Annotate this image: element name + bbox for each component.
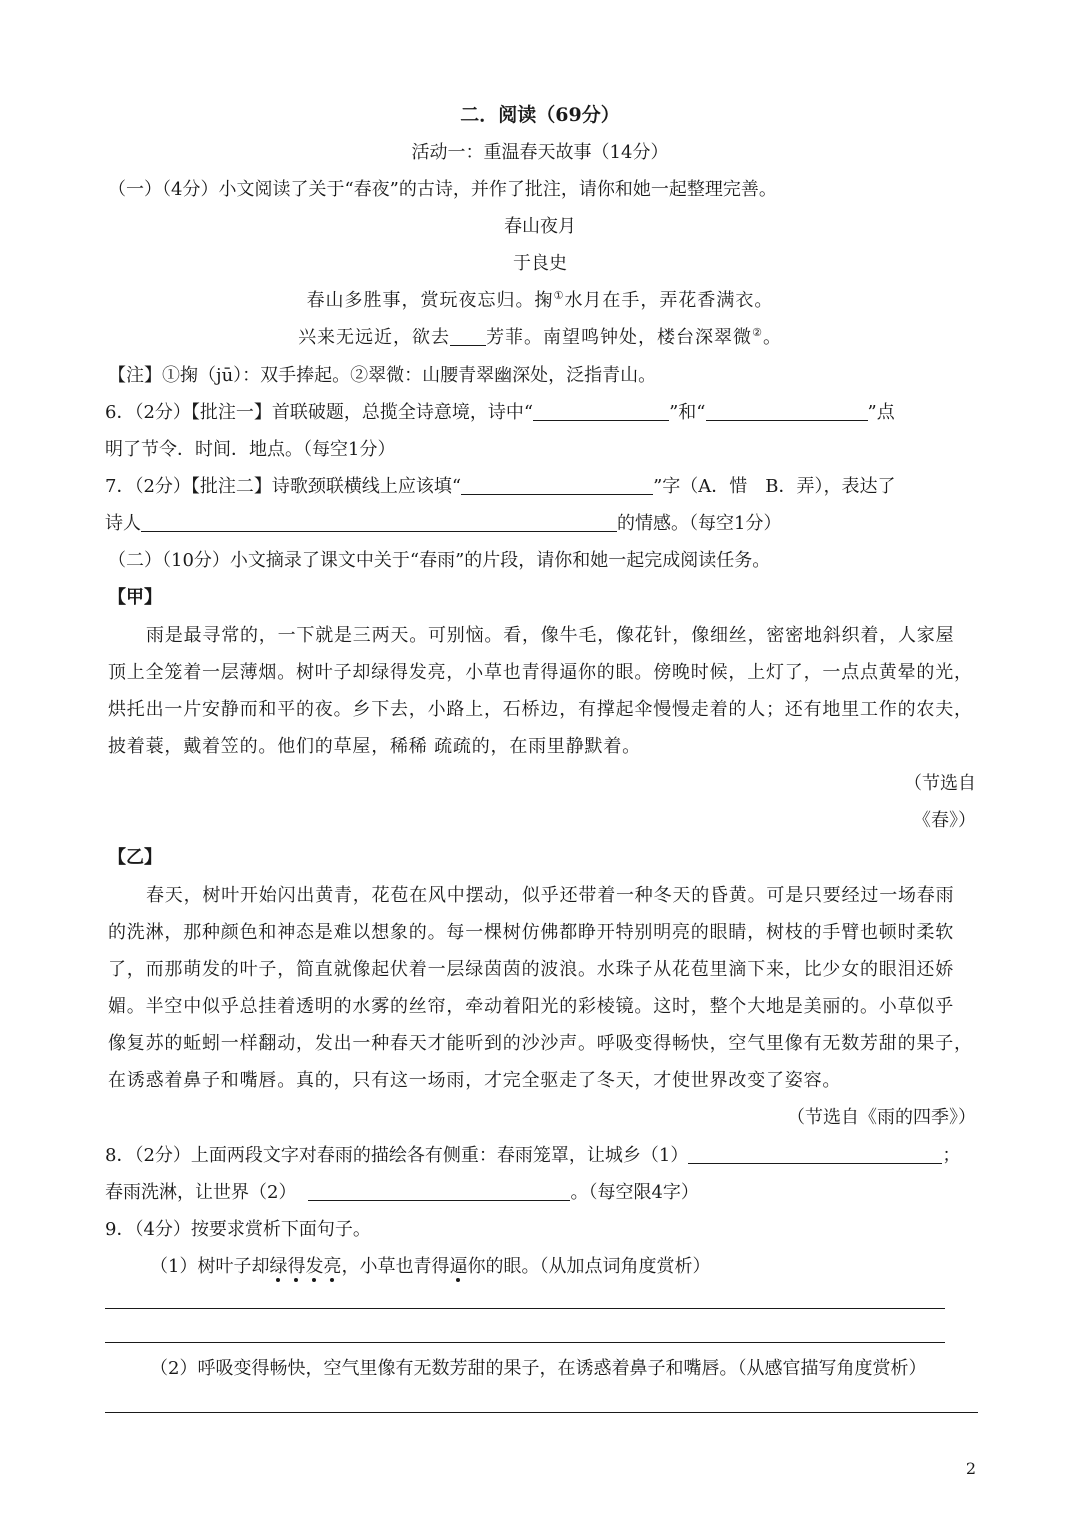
question-7 [105, 474, 896, 500]
footnote-marker-1: ① [553, 289, 565, 302]
passage-yi-label: 【乙】 [108, 847, 162, 868]
activity-title: 活动一：重温春天故事（14分） [411, 142, 669, 163]
poem-line-2-text-b: 芳菲。南望鸣钟处，楼台深翠微 [486, 327, 753, 348]
q6-blank-2[interactable] [706, 402, 868, 421]
footnote-marker-2: ② [752, 326, 763, 339]
q6-text-a: 6．（2分）【批注一】首联破题，总揽全诗意境，诗中“ [105, 402, 534, 423]
answer-line[interactable] [105, 1308, 945, 1309]
poem-line-1-text-a: 春山多胜事，赏玩夜忘归。掬 [306, 290, 554, 311]
q7-blank-1[interactable] [461, 476, 653, 495]
poem-title: 春山夜月 [504, 216, 576, 237]
question-8 [105, 1143, 960, 1169]
emphasis-char: 绿 [269, 1256, 288, 1277]
q8-blank-2[interactable] [308, 1182, 570, 1201]
q9-sub1-char: 青 [413, 1256, 432, 1277]
passage-jia-source-2: 《春》） [913, 810, 976, 831]
q8-line2-text-b: 。（每空限4字） [570, 1182, 699, 1203]
poem-line-2 [0, 325, 1080, 351]
passage-jia-line: 披着蓑，戴着笠的。他们的草屋，稀稀 疏疏的，在雨里静默着。 [108, 736, 641, 757]
passage-yi-line: 像复苏的蚯蚓一样翻动，发出一种春天才能听到的沙沙声。呼吸变得畅快，空气里像有无数芳甜的果子， [108, 1033, 973, 1054]
emphasis-char: 发 [305, 1256, 324, 1277]
passage-yi-line: 在诱惑着鼻子和嘴唇。真的，只有这一场雨，才完全驱走了冬天，才使世界改变了姿容。 [108, 1070, 842, 1091]
q8-line-2 [105, 1180, 699, 1206]
q9-sub-2: （2）呼吸变得畅快，空气里像有无数芳甜的果子，在诱惑着鼻子和嘴唇。（从感官描写角度赏析） [150, 1358, 927, 1379]
q8-line2-text-a: 春雨洗淋，让世界（2） [105, 1182, 297, 1203]
q7-blank-2[interactable] [141, 513, 617, 532]
q9-sub1-char: 草 [377, 1256, 396, 1277]
passage-jia-line: 顶上全笼着一层薄烟。树叶子却绿得发亮，小草也青得逼你的眼。傍晚时候，上灯了，一点点黄晕的光， [108, 662, 973, 683]
section-title: 二．阅读（69分） [460, 104, 620, 126]
part1-intro: （一）（4分）小文阅读了关于“春夜”的古诗，并作了批注，请你和她一起整理完善。 [108, 179, 777, 200]
poem-blank[interactable] [450, 327, 486, 346]
q8-blank-1[interactable] [688, 1145, 942, 1164]
poem-line-1 [0, 288, 1080, 314]
emphasis-char: 得 [287, 1256, 306, 1277]
q9-sub1-char: 的 [485, 1256, 504, 1277]
part2-intro: （二）（10分）小文摘录了课文中关于“春雨”的片段，请你和她一起完成阅读任务。 [108, 550, 771, 571]
q9-sub1-prefix: （1）树叶子却 [150, 1256, 270, 1277]
emphasis-char: 亮 [323, 1256, 342, 1277]
answer-line[interactable] [105, 1412, 978, 1413]
passage-yi-line: 了，而那萌发的叶子，简直就像起伏着一层绿茵茵的波浪。水珠子从花苞里滴下来，比少女的眼泪还娇 [108, 959, 954, 980]
q9-sub1-char: 得 [431, 1256, 450, 1277]
q7-line2-text-a: 诗人 [105, 513, 141, 534]
passage-jia-source-1: （节选自 [904, 773, 976, 794]
q9-sub1-char: ， [341, 1256, 360, 1277]
passage-yi-line: 春天，树叶开始闪出黄青，花苞在风中摆动，似乎还带着一种冬天的昏黄。可是只要经过一场春雨 [146, 885, 955, 906]
passage-yi-line: 的洗淋，那种颜色和神态是难以想象的。每一棵树仿佛都睁开特别明亮的眼睛，树枝的手臂也顿时柔软 [108, 922, 954, 943]
poem-note: 【注】①掬（jū）：双手捧起。②翠微：山腰青翠幽深处，泛指青山。 [108, 365, 657, 386]
poem-line-2-text-c: 。 [762, 327, 782, 348]
page-number: 2 [965, 1459, 976, 1478]
q9-sub1-char: 眼 [503, 1256, 522, 1277]
q9-sub1-char: 也 [395, 1256, 414, 1277]
q9-sub1-suffix: 。（从加点词角度赏析） [521, 1256, 711, 1277]
q6-text-b: ”和“ [669, 402, 706, 423]
emphasis-char: 逼 [449, 1256, 468, 1277]
q8-text-a: 8．（2分）上面两段文字对春雨的描绘各有侧重：春雨笼罩，让城乡（1） [105, 1145, 689, 1166]
answer-line[interactable] [105, 1342, 945, 1343]
passage-yi-line: 媚。半空中似乎总挂着透明的水雾的丝帘，牵动着阳光的彩棱镜。这时，整个大地是美丽的。小草似乎 [108, 996, 954, 1017]
q9-sub1-char: 小 [359, 1256, 378, 1277]
q9-sub-1 [150, 1254, 710, 1280]
poem-author: 于良史 [513, 253, 567, 274]
poem-line-2-text-a: 兴来无远近，欲去 [298, 327, 451, 348]
q9-sub1-char: 你 [467, 1256, 486, 1277]
passage-jia-line: 雨是最寻常的，一下就是三两天。可别恼。看，像牛毛，像花针，像细丝，密密地斜织着，人家屋 [146, 625, 955, 646]
q7-line-2 [105, 511, 781, 537]
poem-line-1-text-b: 水月在手，弄花香满衣。 [564, 290, 774, 311]
q7-text-b: ”字（A．惜 B．弄），表达了 [653, 476, 896, 497]
passage-yi-source: （节选自《雨的四季》） [787, 1107, 976, 1128]
q6-blank-1[interactable] [533, 402, 669, 421]
passage-jia-line: 烘托出一片安静而和平的夜。乡下去，小路上，石桥边，有撑起伞慢慢走着的人；还有地里工作的农夫， [108, 699, 973, 720]
q7-line2-text-b: 的情感。（每空1分） [617, 513, 782, 534]
passage-jia-label: 【甲】 [108, 587, 162, 608]
q6-text-c: ”点 [867, 402, 895, 423]
question-9-stem: 9．（4分）按要求赏析下面句子。 [105, 1219, 371, 1240]
q6-line-2: 明了节令．时间．地点。（每空1分） [105, 439, 396, 460]
question-6 [105, 400, 895, 426]
q8-text-b: ； [942, 1145, 961, 1166]
q7-text-a: 7．（2分）【批注二】诗歌颈联横线上应该填“ [105, 476, 462, 497]
